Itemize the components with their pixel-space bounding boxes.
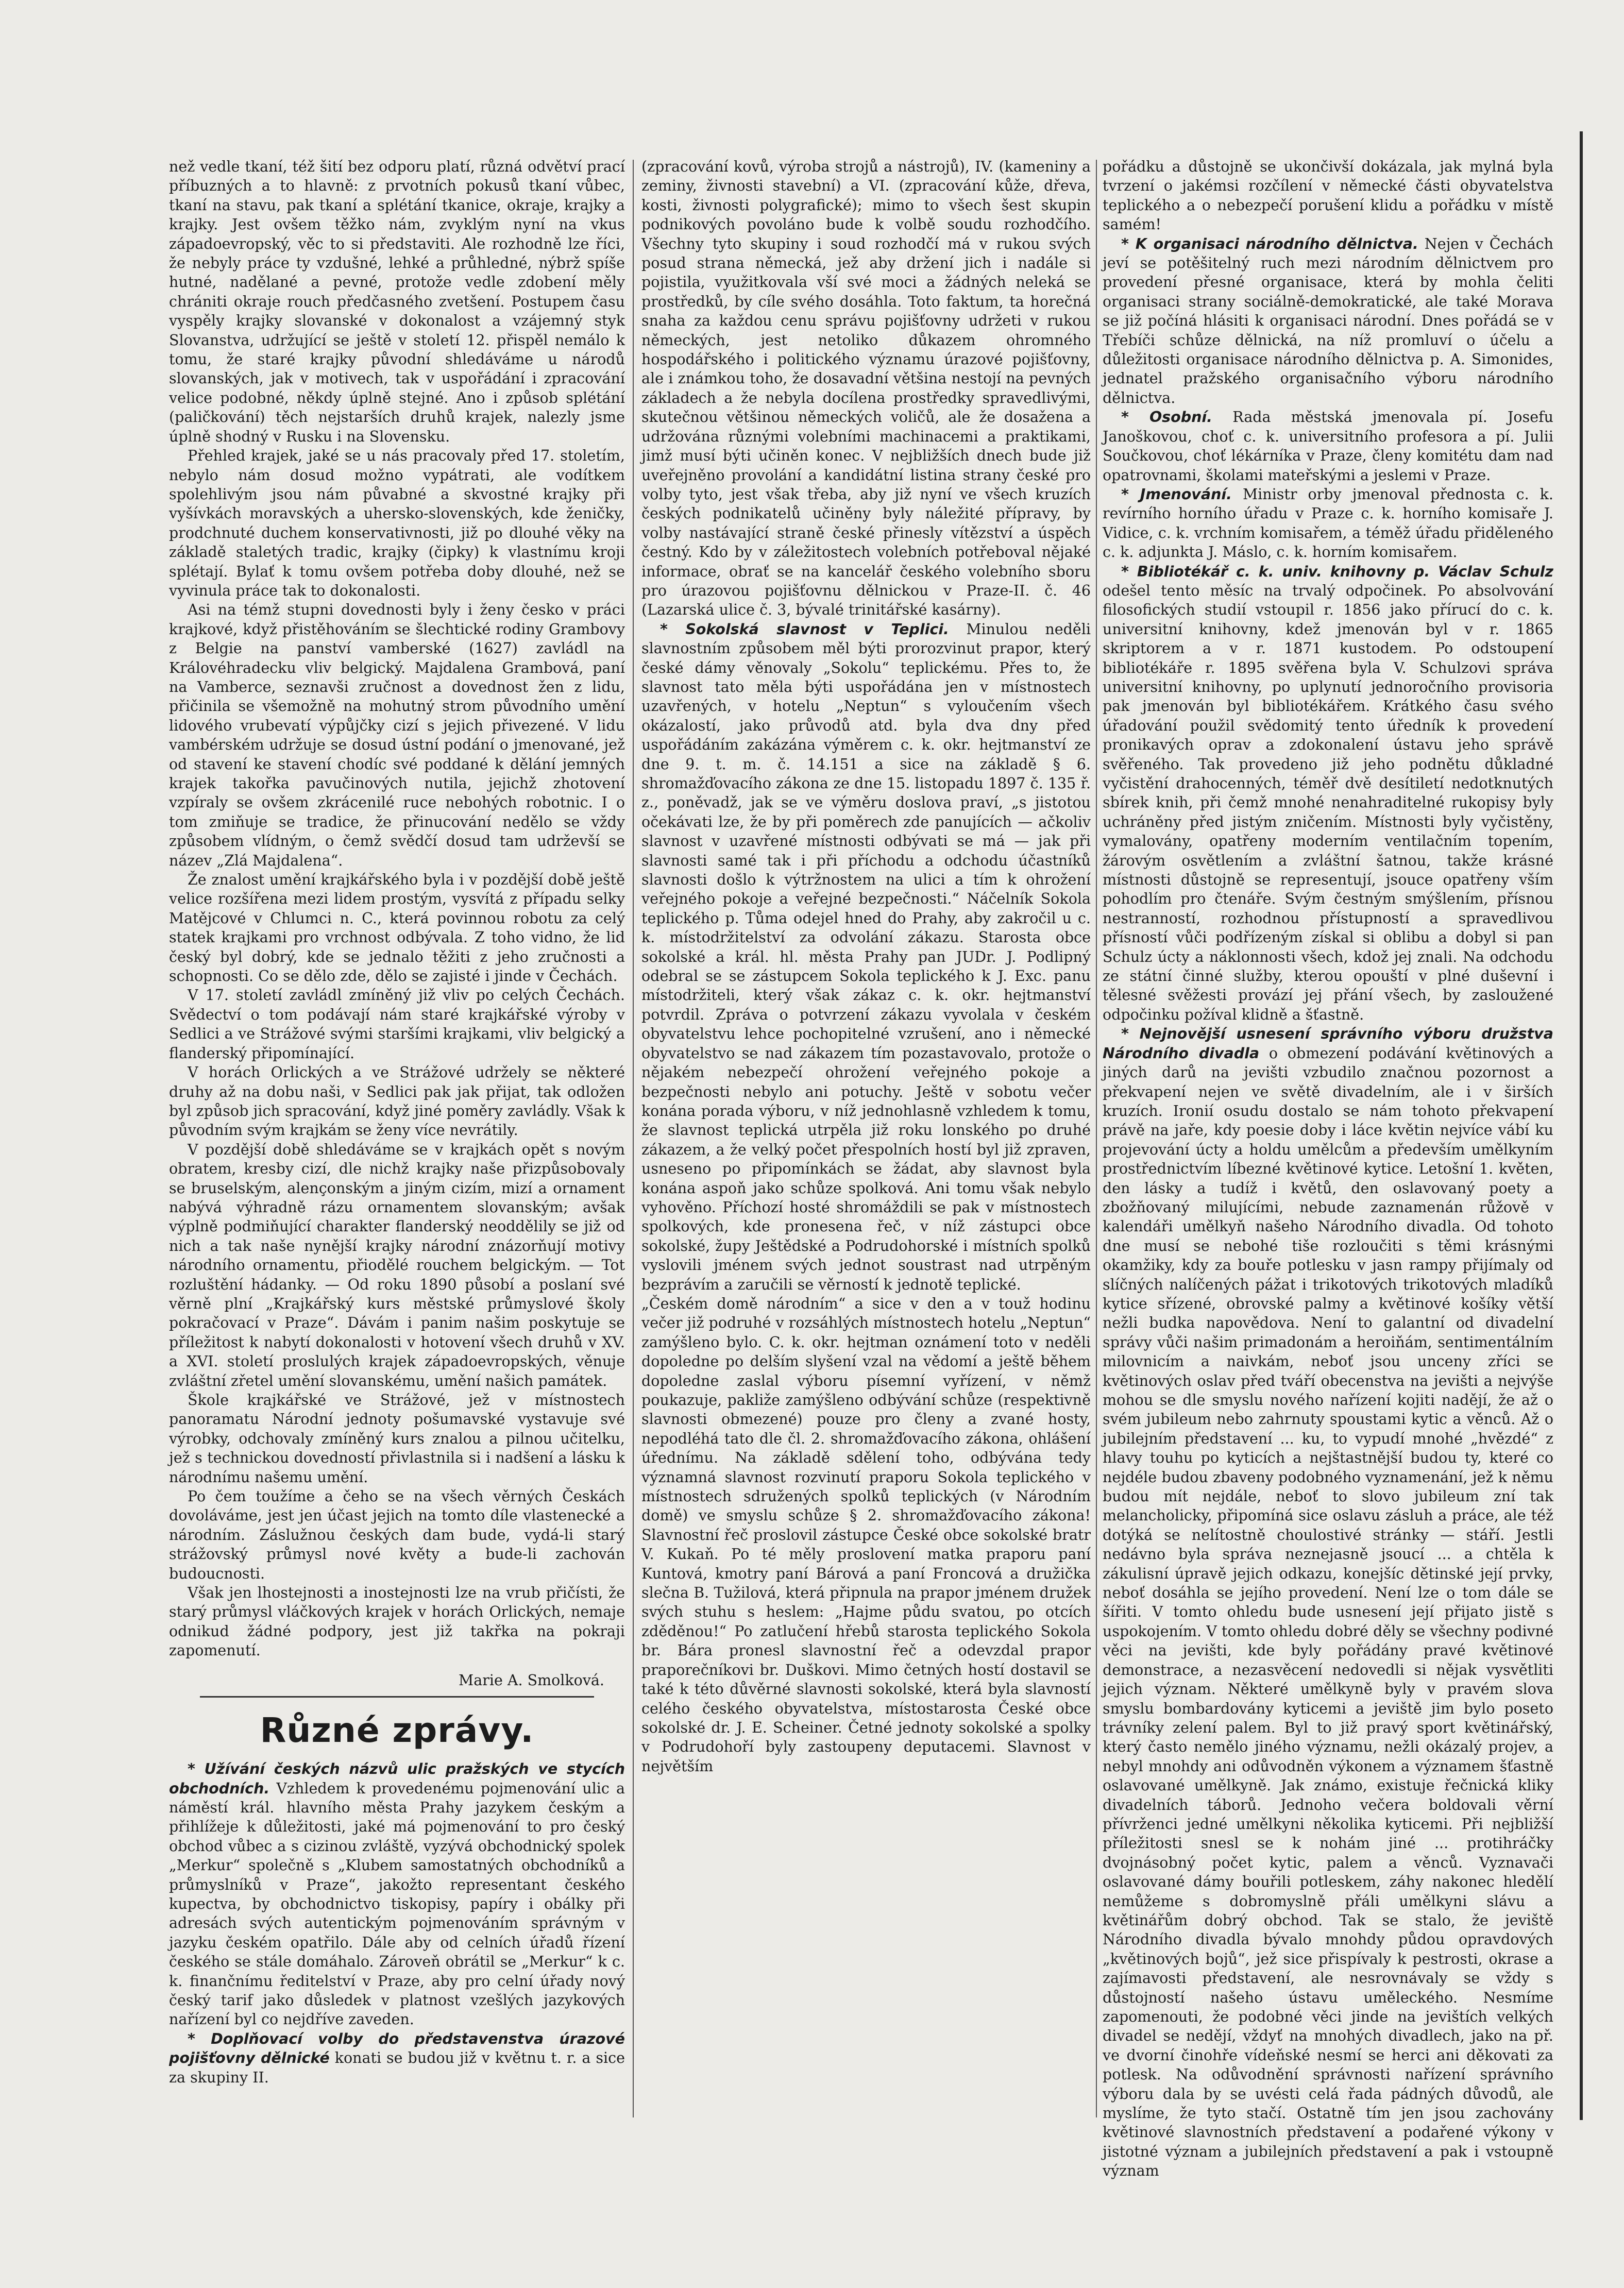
article-paragraph: než vedle tkaní, též šití bez odporu platí, různá odvětví prací příbuzných a to hlavně: z prvotních pokusů tkaní vůbec, tkaní na stavu, pak tkaní a splétání tkanice, okraje, krajky a krajky. Jest ovšem těžko nám, zvyklým nyní na vkus západoevropský, věc to si představiti. Ale rozhodně lze říci, že nebyly práce ty vzdušné, lehké a průhledné, nýbrž spíše hutné, nadělané a pevné, protože vedle zdobení měly chrániti okraje rouch předčasného zvetšení. Postupem času vyspěly krajky slovanské v dokonalost a vzájemný styk Slovanstva, udržující se ještě v století 12. přispěl nemálo k tomu, že staré krajky původní shledáváme u národů slovanských, jak v motivech, tak v uspořádání i zpracování velice podobné, někdy úplně stejné. Ano i způsob splétání (paličkování) těch nejstarších druhů krajek, nalezly jsme úplně shodný v Rusku i na Slovensku.	[169, 158, 625, 445]
news-body: konati se budou již v květnu t. r. a sice za skupiny II.	[169, 2049, 625, 2086]
article-paragraph: V 17. století zavládl zmíněný již vliv po celých Čechách. Svědectví o tom podávají nám staré krajkářské výroby v Sedlici a ve Strážové svými staršími krajkami, vliv belgický a flanderský připomínající.	[169, 987, 625, 1062]
page-edge-rule	[1580, 131, 1583, 2120]
news-body: Minulou neděli slavnostním způsobem měl býti prorozvinut prapor, který české dámy věnovaly „Sokolu“ teplickému. Přes to, že slavnost tato měla býti uspořádána jen v místnostech uzavřených, v hotelu „Neptun“ s vyloučením všech okázalostí, jako průvodů atd. byla dva dny před uspořádáním zakázána výměrem c. k. okr. hejtmanství ze dne 9. t. m. č. 14.151 a sice na základě § 6. shromažďovacího zákona ze dne 15. listopadu 1897 č. 135 ř. z., poněvadž, jak se ve výměru doslova praví, „s jistotou očekávati lze, že by při poměrech zde panujících — ačkoliv slavnost v uzavřené místnosti odbývati se má — jak při slavnosti samé tak i při příchodu a odchodu účastníků slavnosti došlo k výtržnostem na ulici a tím k ohrožení veřejného pokoje a veřejné bezpečnosti.“ Náčelník Sokola teplického p. Tůma odejel hned do Prahy, aby zakročil u c. k. místodržitelství za odvolání zákazu. Starosta obce sokolské a král. hl. města Prahy pan JUDr. J. Podlipný odebral se se zástupcem Sokola teplického k J. Exc. panu místodržiteli, který však zákaz c. k. okr. hejtmanství potvrdil. Zpráva o potvrzení zákazu vyvolala v českém obyvatelstvu lehce pochopitelné vzrušení, ano i německé obyvatelstvo se nad zákazem tím pozastavovalo, protože o nějakém nebezpečí ohrožení veřejného pokoje a bezpečnosti nebylo ani potuchy. Ještě v sobotu večer konána porada výboru, v níž jednohlasně vzhledem k tomu, že slavnost teplická utrpěla již roku lonského po druhé zákazem, a že velký počet přespolních hostí byl již zpraven, usneseno po připomínkách se žádat, aby slavnost byla konána aspoň jako schůze spolková. Ani tomu však nebylo vyhověno. Příchozí hosté shromáždili se pak v místnostech spolkových, kde pronesena řeč, v níž zástupci obce sokolské, župy Ještědské a Podrudohorské i místních spolků vyslovili jménem svých jednot soustrast nad utrpěným bezprávím a zaručili se věrností k jednotě teplické.	[641, 620, 1091, 1293]
news-title: * Jmenování.	[1121, 485, 1232, 503]
column-2	[641, 157, 1091, 2120]
article-paragraph: V horách Orlických a ve Strážové udržely se některé druhy až na dobu naši, v Sedlici pak jak přijat, tak odložen byl způsob jich spracování, když jiné poměry zavládly. Však k původním svým krajkám se ženy více nevrátily.	[169, 1064, 625, 1139]
article-paragraph: Však jen lhostejnosti a inostejnosti lze na vrub přičísti, že starý průmysl vláčkových krajek v horách Orlických, nemaje odnikud žádné podpory, jest již takřka na pokraji zapomenutí.	[169, 1584, 625, 1659]
news-title: * Doplňovací volby do představenstva úrazové pojišťovny dělnické	[169, 2030, 625, 2067]
news-body: Vzhledem k provedenému pojmenování ulic a náměstí král. hlavního města Prahy jazykem českým a přihlížeje k důležitosti, jaké má pojmenování to pro český obchod vůbec a s cizinou zvláště, vyzývá obchodnický spolek „Merkur“ společně s „Klubem samostatných obchodníků a průmyslníků v Praze“, jakožto representant českého kupectva, by obchodnictvo tiskopisy, papíry i obálky při adresách svých autentickým pojmenováním správným v jazyku českém opatřilo. Dále aby od celních úřadů řízení českého se stále domáhalo. Zároveň obrátil se „Merkur“ k c. k. finančnímu ředitelství v Praze, aby pro celní úřady nový český tarif jako důsledek v platnost vzešlých jazykových nařízení byl co nejdříve zaveden.	[169, 1779, 625, 2028]
author-signature: Marie A. Smolková.	[459, 1671, 604, 1689]
news-title: * Sokolská slavnost v Teplici.	[660, 620, 949, 638]
article-paragraph: V pozdější době shledáváme se v krajkách opět s novým obratem, kresby cizí, dle nichž krajky naše přizpůsobovaly se bruselským, alençonským a jiným cizím, mizí a ornament nabývá výhradně rázu ornamentem slovanským; avšak výplně podmiňující charakter flanderský neoddělily se již od nich a tak naše nynější krajky národní znázorňují motivy národního ornamentu, přiodělé rouchem belgickým. — Tot rozluštění hádanky. — Od roku 1890 působí a poslaní své věrně plní „Krajkářský kurs městské průmyslové školy pokračovací v Praze“. Dávám i panim našim poskytuje se příležitost k nabytí dokonalosti v hotovení všech druhů v XV. a XVI. století proslulých krajek západoevropských, věnuje zvláštní zřetel umění slovanskému, umění našich památek.	[169, 1141, 625, 1389]
article-paragraph: pořádku a důstojně se ukončivší dokázala, jak mylná byla tvrzení o jakémsi rozčílení v německé části obyvatelstva teplického a o nebezpečí porušení klidu a pořádku v místě samém!	[1103, 158, 1553, 233]
article-paragraph: Po čem toužíme a čeho se na všech věrných Českách dovoláváme, jest jen účast jejich na tomto díle vlastenecké a národním. Záslužnou českých dam bude, vydá-li starý strážovský průmysl nové květy a bude-li zachován budoucnosti.	[169, 1488, 625, 1582]
article-paragraph: Že znalost umění krajkářského byla i v pozdější době ještě velice rozšířena mezi lidem prostým, vysvítá z případu selky Matějcové v Chlumci n. C., která povinnou robotu za celý statek krajkami pro vrchnost odbývala. Z toho vidno, že lid český byl dobrý, kde se jednalo těžiti z jeho zručnosti a schopnosti. Co se dělo zde, dělo se zajisté i jinde v Čechách.	[169, 871, 625, 985]
article-paragraph: „Českém domě národním“ a sice v den a v touž hodinu večer již podruhé v rozsáhlých místnostech hotelu „Neptun“ zamýšleno bylo. C. k. okr. hejtman oznámení toto v neděli dopoledne po delším slyšení vzal na vědomí a ještě během dopoledne zaslal výboru písemní vyřízení, v němž poukazuje, pakliže zamýšleno odbývání schůze (respektivně slavnosti obmezené) pouze pro členy a zvané hosty, nepodléhá tato dle čl. 2. shromažďovacího zákona, ohlášení úřednímu. Na základě sdělení toho, odbývána tedy významná slavnost rozvinutí praporu Sokola teplického v místnostech sdružených spolků teplických (v Národním domě) ve smyslu schůze § 2. shromažďovacího zákona! Slavnostní řeč proslovil zástupce České obce sokolské bratr V. Kukaň. Po té měly proslovení matka praporu paní Kuntová, kmotry paní Bárová a paní Froncová a družička slečna B. Tužilová, která připnula na prapor jménem družek svých stuhu s heslem: „Hajme půdu svatou, po otcích zděděnou!“ Po zatlučení hřebů starosta teplického Sokola br. Bára pronesl slavnostní řeč a odevzdal prapor praporečníkovi br. Duškovi. Mimo četných hostí dostavil se také k této důvěrné slavnosti sokolské, která byla slavností celého českého obyvatelstva, místostarosta České obce sokolské dr. J. E. Scheiner. Četné jednoty sokolské a spolky v Podrudohoří byly zastoupeny deputacemi. Slavnost v největším	[641, 1295, 1091, 1775]
column-1	[169, 157, 625, 2120]
news-body: Nejen v Čechách jeví se potěšitelný ruch mezi národním dělnictvem pro provedení přesné organisace, která by mohla čeliti organisaci strany sociálně-demokratické, ale také Morava se již počíná hlásiti k organisaci národní. Dnes pořádá se v Třebíči schůze dělnická, na níž promluví o účelu a důležitosti organisace národního dělnictva p. A. Simonides, jednatel pražského organisačního výboru národního dělnictva.	[1103, 235, 1553, 406]
news-title: * Nejnovější usnesení správního výboru družstva Národního divadla	[1103, 1025, 1553, 1062]
column-3	[1103, 157, 1553, 2180]
news-title: * K organisaci národního dělnictva.	[1121, 235, 1418, 252]
column-divider	[633, 160, 634, 2117]
article-paragraph: Škole krajkářské ve Strážové, jež v místnostech panoramatu Národní jednoty pošumavské vystavuje své výrobky, odchovaly zmíněný kurs znalou a pilnou učitelku, jež s technickou dovedností přivlastnila si i nadšení a lásku k národnímu našemu umění.	[169, 1392, 625, 1486]
section-title: Různé zprávy.	[260, 1710, 534, 1751]
article-paragraph: Asi na témž stupni dovednosti byly i ženy česko v práci krajkové, když přistěhováním se šlechtické rodiny Grambovy z Belgie na panství vamberské (1627) zavládl na Královéhradecku vliv belgický. Majdalena Grambová, paní na Vamberce, seznavši zručnost a dovednost žen z lidu, přičinila se všemožně na mohutný strom původního umění lidového vrubevatí výpůjčky cizí s jejich přivezené. V lidu vambérském udržuje se dosud ústní podání o jmenované, jež od stavení ke stavení chodíc své poddané k dělání jemných krajek takořka pavučinových nutila, jejichž zhotovení vzpíraly se ovšem zkrácenilé ruce nebohých robotnic. I o tom zmiňuje se tradice, že přinucování nedělo se vždy způsobem vlídným, o čemž svědčí dosud tam udrževší se název „Zlá Majdalena“.	[169, 601, 625, 869]
news-body: Rada městská jmenovala pí. Josefu Janoškovou, choť c. k. universitního profesora a pí. Julii Součkovou, choť lékárníka v Praze, členy komitétu dam nad opatrovnami, školami mateřskými a jeslemi v Praze.	[1103, 409, 1553, 484]
news-body: Ministr orby jmenoval přednosta c. k. revírního horního úřadu v Praze c. k. horního komisaře J. Vidice, c. k. vrchním komisařem, a téměž úřadu přiděleného c. k. adjunkta J. Máslo, c. k. horním komisařem.	[1103, 485, 1553, 561]
news-title: * Bibliotékář c. k. univ. knihovny p. Václav Schulz	[1121, 563, 1553, 580]
article-paragraph: (zpracování kovů, výroba strojů a nástrojů), IV. (kameniny a zeminy, živnosti stavební) a VI. (zpracování kůže, dřeva, kosti, živnosti polygrafické); mimo to všech šest skupin podnikových povoláno bude k volbě soudu rozhodčího. Všechny tyto skupiny i soud rozhodčí má v rukou svých posud strana německá, jež aby držení jich i nadále si pojistila, využitkovala vší své moci a žádných neleká se prostředků, by cíle svého dosáhla. Toto faktum, ta horečná snaha za každou cenu správu pojišťovny udržeti v rukou německých, jest netoliko důkazem ohromného hospodářského i politického významu úrazové pojišťovny, ale i známkou toho, že dosavadní většina nestojí na pevných základech a že nebyla docílena prostředky spravedlivými, skutečnou většinou německých voličů, ale že dosažena a udržována různými volebními machinacemi a praktikami, jimž musí býti učiněn konec. V nejbližších dnech bude již uveřejněno provolání a kandidátní listina strany české pro volby tyto, jest však třeba, aby již nyní ve všech kruzích českých podnikatelů učiněny byly náležité přípravy, by volby nastávající straně české přinesly vítězství a úspěch čestný. Kdo by v záležitostech volebních potřeboval nějaké informace, obrať se na kancelář českého volebního sboru pro úrazovou pojišťovnu dělnickou v Praze-II. č. 46 (Lazarská ulice č. 3, bývalé trinitářské kasárny).	[641, 158, 1091, 619]
section-rule	[200, 1696, 594, 1698]
article-paragraph: Přehled krajek, jaké se u nás pracovaly před 17. stoletím, nebylo nám dosud možno vypátrati, ale vodítkem spolehlivým jsou nám půvabné a skvostné krajky při vyšívkách moravských a uhersko-slovenských, kde ženičky, prodchnuté duchem konservativnosti, již po dlouhé věky na základě staletých tradic, krajky (čipky) k vlastnímu kroji splétají. Bylať k tomu ovšem potřeba doby dlouhé, než se vyvinula práce tak to dokonalosti.	[169, 447, 625, 599]
news-body: odešel tento měsíc na trvalý odpočinek. Po absolvování filosofických studií vstoupil r. 1856 jako přírucí do c. k. universitní knihovny, kdež jmenován byl v r. 1865 skriptorem a v r. 1871 kustodem. Po odstoupení bibliotékáře r. 1895 svěřena byla V. Schulzovi správa universitní knihovny, po uplynutí jednoročního provisoria pak jmenován byl bibliotékářem. Krátkého času svého úřadování použil svědomitý tento úředník k provedení pronikavých oprav a zdokonalení ústavu jeho správě svěřeného. Tak provedeno již jeho podnětu důkladné vyčistění drahocenných, téměř dvě desítiletí nedotknutých sbírek knih, při čemž mnohé nenahraditelné rukopisy byly uchráněny před jistým zničením. Místnosti byly vyčistěny, vymalovány, opatřeny moderním ventilačním topením, žárovým osvětlením a zvláštní šatnou, takže krásné místnosti důstojně se representují, jsouce opatřeny vším pohodlím pro čtenáře. Svým čestným smýšlením, přísnou nestranností, rozhodnou přístupností a spravedlivou přísností vůči podřízeným získal si oblibu a dobyl si pan Schulz úcty a náklonnosti všech, kdož jej znali. Na odchodu ze státní činné služby, kterou opouští v plné duševní i tělesné svěžesti provází jej přání všech, by zasloužené odpočinku požíval klidně a šťastně.	[1103, 582, 1553, 1023]
news-title: * Osobní.	[1121, 409, 1213, 426]
news-title: * Užívání českých názvů ulic pražských ve stycích obchodních.	[169, 1760, 625, 1797]
column-divider	[1096, 160, 1097, 2117]
news-body: o obmezení podávání květinových a jiných darů na jevišti vzbudilo značnou pozornost a překvapení nejen ve světě divadelním, ale i v širších kruzích. Ironií osudu dostalo se nám tohoto překvapení právě na jaře, kdy poesie doby i láce květin nejvíce vábí ku projevování úcty a holdu umělcům a především umělkyním prostřednictvím líbezné květinové kytice. Letošní 1. květen, den lásky a tudíž i květů, den oslavovaný poety a zbožňovaný milujícími, nebude zaznamenán růžově v kalendáři umělkyň našeho Národního divadla. Od tohoto dne musí se nebohé tiše rozloučiti s těmi krásnými okamžiky, kdy za bouře potlesku v jasn rampy přijímaly od slíčných nalíčených pážat i trikotových trikotových mladíků kytice sřízené, obrovské palmy a květinové košíky větší nežli budka napovědova. Není to galantní od divadelní správy vůči našim primadonám a heroiňám, sentimentálním milovnicím a naivkám, neboť jsou unceny zříci se květinových oslav před tváří obecenstva na jevišti a nejvýše mohou se dle smyslu nového nařízení kojiti nadějí, že až o svém jubileum nebo zahrnuty spoustami kytic a věnců. Až o jubilejním představení ... ku, to vypudí mnohé „hvězdé“ z hlavy touhu po kyticích a nejštastnější budou ty, které co nejdéle budou zbaveny podobného vyznamenání, jež k němu budou mít nejdále, neboť to slovo jubileum zní tak melancholicky, připomíná sice oslavu zásluh a práce, ale též dotýká se nelítostně choulostivé stránky — stáří. Jestli nedávno byla správa neznejasně jsoucí ... a chtěla k zákulisní úpravě jejich odkazu, konejšíc dětinské její prvky, neboť dosáhla se jejího provedení. Není lze o tom dále se šířiti. V tomto ohledu bude usnesení její přijato jistě s uspokojením. V tomto ohledu dobré děly se všechny podivné věci na jevišti, kde byly pořádány pravé květinové demonstrace, a nezasvěcení nedovedli si nějak vysvětliti jejich význam. Některé umělkyně byly v pravém slova smyslu bombardovány kyticemi a jeviště jim bylo poseto trávníky zelení palem. Byl to již pravý sport květinářský, který často nemělo jiného významu, nežli okázalý projev, a nebyl mnohdy ani odůvodněn výkonem a významem šťastně oslavované umělkyně. Jak známo, existuje řečnická kliky divadelních táborů. Jednoho večera boldovali věrní přívrženci jedné umělkyni několika kyticemi. Při nejbližší příležitosti snesl se k nohám jiné ... protihráčky dvojnásobný počet kytic, palem a věnců. Vyznavači oslavované dámy bouřili potleskem, záhy nakonec hledělí nemůžeme s dobromyslně přáli umělkyni slávu a květinářům dobrý obchod. Tak se stalo, že jeviště Národního divadla bývalo mnohdy půdou opravdových „květinových bojů“, jež sice přispívaly k pestrosti, okrase a zajímavosti představení, ale nesrovnávaly se vždy s důstojností našeho ústavu uměleckého. Nesmíme zapomenouti, že podobné věci jinde na jevištích velkých divadel se nedějí, vždyť na mnohých divadlech, jako na př. ve dvorní činohře vídeňské nesmí se herci ani děkovati za potlesk. Na odůvodnění správnosti nařízení správního výboru dala by se uvésti celá řada pádných důvodů, ale myslíme, že tyto stačí. Ostatně tím jen jsou zachovány květinové slavnostních představení a podařené výkony v jistotné význam a jubilejních představení a pak i vstoupně význam	[1103, 1044, 1553, 2180]
